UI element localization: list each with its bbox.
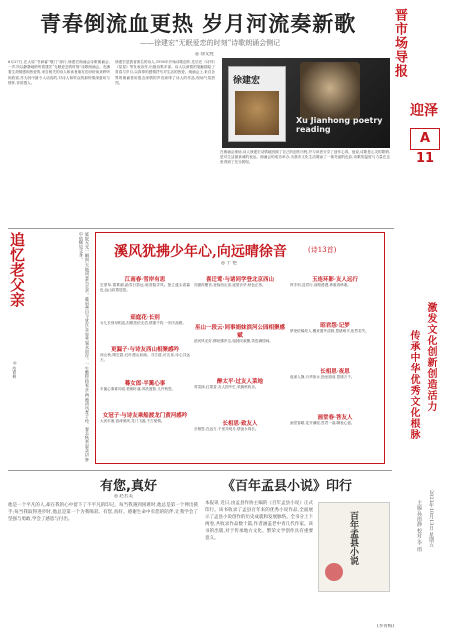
poet-portrait — [300, 62, 360, 120]
book-cover-image-bottom — [318, 502, 390, 592]
bottom-right-author: (李青梅) — [376, 624, 394, 629]
book-cover-accent — [325, 563, 343, 581]
top-article-col-3: 在朗诵会现场,诗人徐建宏动情地回顾了自己的创作历程,并与读者分享了创作心得。他说,诗歌是心灵的歌唱,是对生活最真诚的表达。朗诵会的成功举办,为我市文化生活增添了一抹亮丽的色彩,诗歌的温度与力量在这里得到了充分展现。 — [220, 150, 390, 165]
poem-title-8: 醉太平·过友人菜地 — [217, 379, 263, 385]
poem-title-6: 喜迁莺·与诸同学登北京西山 — [206, 277, 274, 283]
headline-byline: ◎ 徐文胜 — [195, 52, 214, 57]
section-divider — [8, 228, 394, 229]
book-cover-image — [235, 91, 279, 135]
brand-name: 晋市场导报 — [392, 8, 407, 78]
poem-text-8: 青菜绿,红果香,友人园中忙,采摘秋收乐。 — [194, 385, 259, 389]
bottom-left-text: 他是一个平凡的人,却在我的心中留下了不平凡的印记。每当我遇到困难时,他总是第一个伸出援手;每当我取得进步时,他总是第一个为我喝彩。有您,真好。感谢生命中有您的陪伴,让我学会了坚强与勇敢,学会了感恩与付出。 — [8, 503, 198, 522]
poem-title-11: 昭君怨·记梦 — [320, 323, 350, 329]
poem-text-6: 同窗再聚首,登临西山顶,遥望京华,秋色正浓。 — [194, 283, 266, 287]
page-number-box — [410, 128, 440, 166]
feature-byline: ◎ 于 艳 — [221, 261, 237, 266]
poem-text-2: 女儿长别母相送,泪眼依依无语,情重千钧,一别天涯路。 — [100, 321, 187, 325]
poem-title-1: 江南春·雪岸有思 — [124, 277, 166, 283]
side-article-title: 追忆老父亲 — [8, 232, 26, 307]
poem-title-7: 巫山一段云·同事娟妹滨河公园相聚感赋 — [195, 325, 285, 339]
poem-text-7: 滨河风光好,柳丝拂岸边,姐妹同欢聚,笑语满园间。 — [194, 339, 273, 343]
page-label: A — [419, 131, 431, 146]
book-cover-title: 徐建宏 — [233, 76, 261, 86]
poem-text-11: 梦里依稀故人,醒来窗外清晨,思绪难平,怅然若失。 — [290, 329, 369, 333]
feature-title: 溪风犹拂少年心,向远晴徐音 — [114, 244, 287, 260]
bottom-divider — [8, 470, 392, 471]
poem-title-3: 更漏子·与诗友西山相聚感吟 — [111, 347, 179, 353]
feature-title-suffix: (诗13首) — [308, 246, 337, 254]
poem-text-5: 大河东流,浪涛滚滚,龙门飞渡,千古豪情。 — [100, 419, 165, 423]
feature-box — [95, 232, 385, 464]
book-cover — [228, 66, 286, 142]
section-name: 迎泽 — [410, 103, 438, 119]
slogan-line-2: 传承中华优秀文化根脉 — [408, 330, 419, 440]
footer-date: 2023年10月13日 星期五 — [428, 490, 434, 548]
poem-title-9: 长相思·致友人 — [222, 421, 258, 427]
poem-title-2: 茹庭花·长别 — [130, 315, 160, 321]
page-number: 11 — [415, 151, 435, 166]
bottom-left-byline: ◎ 赵若美 — [114, 494, 133, 499]
poem-text-9: 长相思,在远方,千里共明月,情谊永绵长。 — [194, 427, 259, 431]
headline-subtitle: ——徐建宏“无眠爱恋的时刻”诗歌朗诵会侧记 — [140, 39, 281, 47]
poem-text-12: 夜深人静,月华如水,独坐窗前,思绪万千。 — [290, 375, 355, 379]
poem-title-13: 画堂春·答友人 — [317, 415, 353, 421]
bottom-left-title: 有您,真好 — [100, 479, 157, 494]
slogan-line-1: 激发文化创新创造活力 — [425, 302, 436, 412]
poem-col-2 — [194, 269, 286, 447]
photo-caption: Xu Jianhong poetry reading — [296, 116, 383, 134]
poem-text-1: 空蒙草,霭雾湖,踏雪行影远,暗香隐弄风。独立渡头看暮色,远山寂寞悠悠。 — [100, 283, 190, 293]
poem-title-5: 女冠子·与诗友乘船渡龙门黄河感吟 — [102, 413, 188, 419]
top-article-col-1: 6月27日,在太原“书润睿”敬门”部行,徐建宏朗诵会诗歌朗诵会,一声,所以静静地聆听着建宏“无眠爱恋的时刻”诗歌朗诵会。充满着生命情感和热爱的,来自相关的诗人和读者朋友们纷纷前来聆听和欣赏,作为其中最令人动容的,对诗人和听众的那份情深意切与情怀,非常感人。 — [8, 60, 110, 85]
book-cover-bottom-title: 百年孟县小说 — [348, 511, 358, 565]
poem-text-4: 半篱心事谁同说,梧桐叶落,风吹窗影,几许秋思。 — [100, 387, 176, 391]
side-article-byline: ◎ 范育林 — [12, 360, 18, 379]
top-article-col-2: 徐建宏是我省著名的诗人,1995年开始诗歌创作,先后在《诗刊》《星星》等发表诗作,出版诗集多部。诗人以深情的笔触描绘了青春与岁月,以真挚的感情抒写对生活的热爱。朗诵会上,来自各界的朗诵者用饱含深情的声音演绎了诗人的作品,现场气氛热烈。 — [115, 60, 215, 85]
footer-editor: 主编:孙雨静 校对:李 雨 — [416, 500, 422, 552]
poem-text-13: 画堂春暖,花开满庭,答君一曲,聊表心意。 — [290, 421, 355, 425]
poem-col-3 — [290, 269, 380, 455]
poem-col-1 — [100, 269, 190, 441]
poem-text-10: 挥手别,送君行,前路漫漫,珍重再珍重。 — [290, 283, 351, 287]
poem-text-3: 西山秋,晴空碧,红叶漫山如画。寻古道,访名泉,诗心共远天。 — [100, 353, 190, 363]
side-article-poem: 庭院无光一瞬间,天地同悲失至亲。慈眉善目今犹在,音容笑貌永留存。一生勤俭持家业,两袖清风育子孙。春去秋来思念切,梦中依稀见父身。 — [79, 232, 90, 462]
bottom-right-title: 《百年孟县小说》印行 — [222, 479, 353, 494]
main-headline: 青春倒流血更热 岁月河流奏新歌 — [40, 12, 357, 36]
poet-photo — [222, 58, 390, 148]
poem-title-4: 蓦女郎·半篱心事 — [124, 381, 166, 387]
bottom-right-text: 本报讯 近日,由孟县作协主编的《百年孟县小说》正式印行。该书收录了孟县百年来的优秀小说作品,全面展示了孟县小说创作的历史成就和发展脉络。全书分上下两卷,共收录作品数十篇,作者涵盖老中青几代作家。该书的出版,对于传承地方文化、繁荣文学创作具有重要意义。 — [205, 501, 313, 541]
poem-title-10: 玉连环影·友人远行 — [312, 277, 358, 283]
poem-title-12: 长相思·夜思 — [320, 369, 350, 375]
